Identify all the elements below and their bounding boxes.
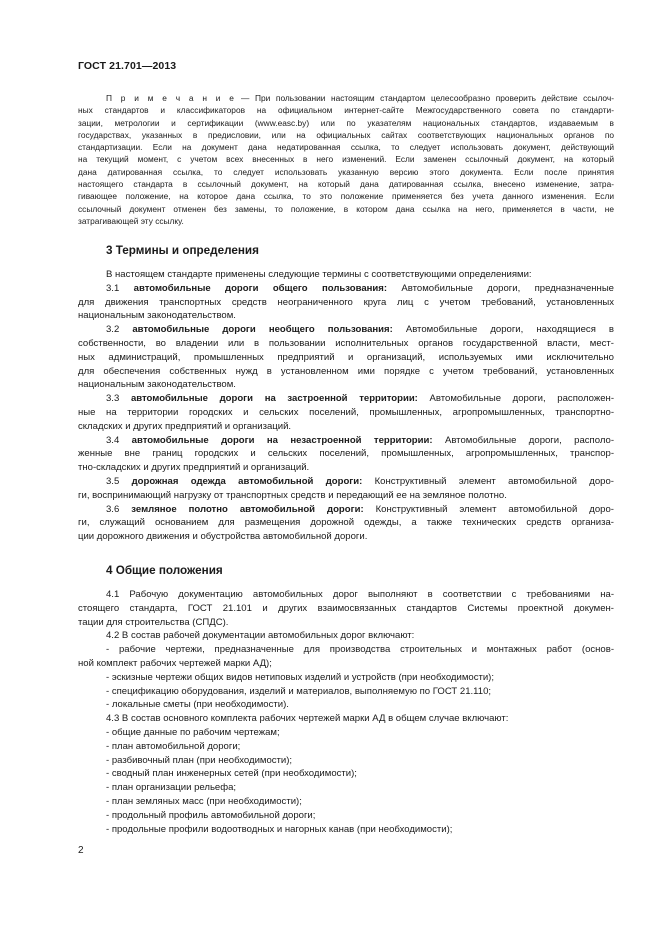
note-label: П р и м е ч а н и е bbox=[106, 93, 236, 103]
term-line: ных администраций, промышленных предприятий и организаций, используемых ими исключительно bbox=[78, 351, 614, 363]
term-3-4: автомобильные дороги на незастроенной территории: bbox=[131, 434, 433, 446]
list-item: - план автомобильной дороги; bbox=[106, 740, 241, 752]
list-item: - эскизные чертежи общих видов нетиповых изделий и устройств (при необходимости); bbox=[106, 671, 494, 683]
note-line: зации, метрологии и сертификации (www.easc.by) или по указателям национальных стандартов, издаваемым в bbox=[78, 117, 614, 128]
note-line: затрагивающей эту ссылку. bbox=[78, 215, 184, 226]
term-line: собственности, во владении или в пользовании исполнительных органов государственной власти, мест- bbox=[78, 337, 614, 349]
list-item: - локальные сметы (при необходимости). bbox=[106, 699, 289, 711]
term-3-1: автомобильные дороги общего пользования: bbox=[133, 282, 388, 294]
document-header: ГОСТ 21.701—2013 bbox=[78, 60, 177, 72]
note-line: дана датированная ссылка, то следует использовать указанную версию этого документа. Если после принятия bbox=[78, 166, 614, 177]
term-line: ции дорожного движения и обустройства автомобильной дороги. bbox=[78, 531, 368, 543]
term-3-1-line: 3.1 автомобильные дороги общего пользования: Автомобильные дороги, предназначенные bbox=[106, 282, 614, 294]
clause-line: стоящего стандарта, ГОСТ 21.101 и других взаимосвязанных стандартов Системы проектной докумен- bbox=[78, 602, 614, 614]
section-3-intro: В настоящем стандарте применены следующие термины с соответствующими определениями: bbox=[106, 269, 532, 280]
list-item: - продольный профиль автомобильной дороги; bbox=[106, 809, 316, 821]
term-3-6: земляное полотно автомобильной дороги: bbox=[131, 503, 364, 515]
term-line: складских и других предприятий и организаций. bbox=[78, 420, 292, 432]
note-line: П р и м е ч а н и е — При пользовании настоящим стандартом целесообразно проверить действие ссылоч- bbox=[106, 93, 614, 103]
note-line: на текущий момент, с учетом всех внесенных в него изменений. Если заменен ссылочный документ, на который bbox=[78, 154, 614, 165]
term-line: женные вне границ городских и сельских поселений, промышленных, агропромышленных, транспор- bbox=[78, 448, 614, 460]
term-3-4-line: 3.4 автомобильные дороги на незастроенной территории: Автомобильные дороги, располо- bbox=[106, 434, 614, 446]
list-item: - план организации рельефа; bbox=[106, 782, 237, 794]
note-line: ных стандартов и классификаторов на официальном интернет-сайте Межгосударственного совета по стандарти- bbox=[78, 105, 614, 116]
term-3-3-line: 3.3 автомобильные дороги на застроенной территории: Автомобильные дороги, расположен- bbox=[106, 393, 614, 405]
note-line: стандартизации. Если на документ дана недатированная ссылка, то следует использовать документ, действующий bbox=[78, 142, 614, 153]
clause-4-2: 4.2 В состав рабочей документации автомобильных дорог включают: bbox=[106, 630, 415, 642]
note-line: гивающее положение, на которое дана ссылка, то это положение применяется без учета данного изменения. Если bbox=[78, 191, 614, 202]
list-item: - общие данные по рабочим чертежам; bbox=[106, 726, 280, 738]
term-line: для движения транспортных средств неограниченного круга лиц с учетом требований, установленных bbox=[78, 296, 614, 308]
list-item: - план земляных масс (при необходимости); bbox=[106, 795, 302, 807]
term-3-2-line: 3.2 автомобильные дороги необщего пользования: Автомобильные дороги, находящиеся в bbox=[106, 324, 614, 336]
term-line: национальным законодательством. bbox=[78, 379, 236, 391]
note-line: ссылочный документ отменен без замены, то положение, в котором дана ссылка на него, применяется в части, не bbox=[78, 203, 614, 214]
section-3-title: 3 Термины и определения bbox=[106, 244, 259, 257]
list-item: - сводный план инженерных сетей (при необходимости); bbox=[106, 768, 357, 780]
clause-4-1: 4.1 Рабочую документацию автомобильных дорог выполняют в соответствии с требованиями на- bbox=[106, 589, 614, 600]
term-3-5: дорожная одежда автомобильной дороги: bbox=[131, 475, 363, 487]
list-item: - продольные профили водоотводных и нагорных канав (при необходимости); bbox=[106, 823, 453, 835]
term-3-3: автомобильные дороги на застроенной территории: bbox=[130, 393, 418, 405]
note-block bbox=[78, 92, 614, 227]
clause-line: тации для строительства (СПДС). bbox=[78, 616, 229, 628]
list-item: - спецификацию оборудования, изделий и материалов, выполняемую по ГОСТ 21.110; bbox=[106, 685, 492, 697]
term-line: национальным законодательством. bbox=[78, 310, 236, 322]
term-line: ги, воспринимающий нагрузку от транспортных средств и передающий ее на земляное полотно. bbox=[78, 489, 507, 501]
section-4-title: 4 Общие положения bbox=[106, 564, 223, 577]
term-line: ги, служащий основанием для размещения дорожной одежды, а также технических средств организа- bbox=[78, 517, 614, 529]
list-item-cont: ной комплект рабочих чертежей марки АД); bbox=[78, 657, 272, 669]
term-line: ные на территории городских и сельских поселений, промышленных, агропромышленных, транспортно- bbox=[78, 406, 614, 418]
section-3-body bbox=[78, 268, 614, 544]
note-line: государствах, указанных в предисловии, или на официальных сайтах соответствующих национальных органов по bbox=[78, 129, 614, 140]
clause-4-3: 4.3 В состав основного комплекта рабочих чертежей марки АД в общем случае включают: bbox=[106, 713, 509, 725]
note-line: настоящего стандарта в ссылочный документ, на который дана датированная ссылка, внесено изменение, затра- bbox=[78, 179, 614, 190]
list-item: - разбивочный план (при необходимости); bbox=[106, 754, 293, 766]
section-4-body bbox=[78, 588, 614, 836]
term-3-6-line: 3.6 земляное полотно автомобильной дороги: Конструктивный элемент автомобильной доро- bbox=[106, 503, 614, 515]
term-line: тно-складских и других предприятий и организаций. bbox=[78, 462, 310, 474]
list-item: - рабочие чертежи, предназначенные для производства строительных и монтажных работ (основ- bbox=[106, 644, 614, 656]
term-3-2: автомобильные дороги необщего пользования: bbox=[132, 324, 393, 336]
term-3-5-line: 3.5 дорожная одежда автомобильной дороги: Конструктивный элемент автомобильной доро- bbox=[106, 475, 614, 487]
term-line: для обеспечения собственных нужд в установленном ими порядке с учетом требований, установленных bbox=[78, 365, 614, 377]
page-number: 2 bbox=[78, 845, 84, 856]
